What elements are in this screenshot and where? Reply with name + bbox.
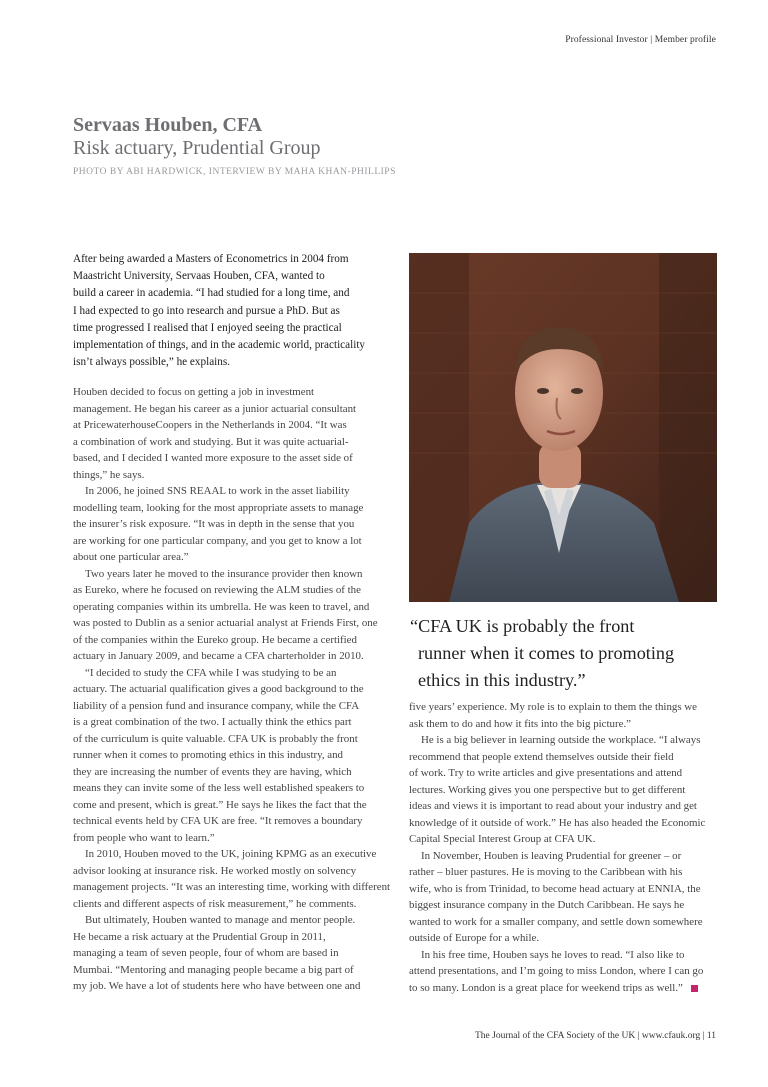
profile-role: Risk actuary, Prudential Group <box>73 137 321 159</box>
body-line: actuary in January 2009, and became a CFA charterholder in 2010. <box>73 650 364 662</box>
body-line: management. He began his career as a junior actuarial consultant <box>73 402 357 415</box>
intro-line: build a career in academia. “I had studied for a long time, and <box>73 287 350 300</box>
intro-line: time progressed I realised that I enjoyed seeing the practical <box>73 321 342 334</box>
intro-line: After being awarded a Masters of Econometrics in 2004 from <box>73 253 349 265</box>
left-column <box>73 384 391 995</box>
pull-quote <box>410 613 730 694</box>
body-line: outside of Europe for a while. <box>409 932 540 944</box>
body-line: Mumbai. “Mentoring and managing people became a big part of <box>73 963 354 976</box>
body-line: In 2010, Houben moved to the UK, joining KPMG as an executive <box>85 848 377 860</box>
pull-quote-line: runner when it comes to promoting <box>418 643 675 663</box>
body-line: In his free time, Houben says he loves to read. “I also like to <box>421 948 685 961</box>
body-line: managing a team of seven people, four of whom are based in <box>73 947 339 959</box>
pull-quote-line: ethics in this industry.” <box>418 670 586 690</box>
body-line: things,” he says. <box>73 468 145 481</box>
body-line: was posted to Dublin as a senior actuarial analyst at Friends First, one <box>73 617 378 629</box>
body-line: come and present, which is great.” He says he likes the fact that the <box>73 798 367 811</box>
body-line-last <box>409 980 719 997</box>
body-line: they are increasing the number of events they are having, which <box>73 765 352 778</box>
intro-line: isn’t always possible,” he explains. <box>73 356 231 369</box>
intro-line: implementation of things, and in the academic world, practicality <box>73 339 366 352</box>
body-line: lectures. Working gives you one perspective but to get different <box>409 783 686 796</box>
intro-line: Maastricht University, Servaas Houben, CFA, wanted to <box>73 270 325 283</box>
body-line: are working for one particular company, and you get to know a lot <box>73 534 362 547</box>
portrait-photo <box>409 253 717 602</box>
body-line: based, and I decided I wanted more exposure to the asset side of <box>73 452 353 464</box>
body-line: ask them to do and how it fits into the big picture.” <box>409 717 632 730</box>
body-line: actuary. The actuarial qualification gives a good background to the <box>73 683 364 695</box>
body-line: technical events held by CFA UK are free. “It removes a boundary <box>73 815 363 827</box>
intro-line: I had expected to go into research and pursue a PhD. But as <box>73 304 340 317</box>
body-line: five years’ experience. My role is to explain to them the things we <box>409 701 698 713</box>
body-line: of the curriculum is quite valuable. CFA UK is probably the front <box>73 732 358 745</box>
body-line: liability of a pension fund and insurance company, while the CFA <box>73 699 360 712</box>
body-line: ideas and views it is important to read about your industry and get <box>409 800 697 812</box>
body-line: wife, who is from Trinidad, to become head actuary at ENNIA, the <box>409 882 701 895</box>
body-line: of the companies within the Eureko group. He became a certified <box>73 633 357 646</box>
body-line: wanted to work for a smaller company, and settle down somewhere <box>409 915 703 928</box>
body-line: of work. Try to write articles and give presentations and attend <box>409 767 683 779</box>
body-line: But ultimately, Houben wanted to manage and mentor people. <box>85 914 356 926</box>
body-line: In November, Houben is leaving Prudential for greener – or <box>421 849 682 862</box>
page-footer: The Journal of the CFA Society of the UK | www.cfauk.org | 11 <box>475 1031 716 1041</box>
body-line: about one particular area.” <box>73 551 189 563</box>
body-line: Capital Special Interest Group at CFA UK. <box>409 833 596 845</box>
profile-name: Servaas Houben, CFA <box>73 114 263 136</box>
body-line: clients and different aspects of risk measurement,” he comments. <box>73 897 357 910</box>
body-line: He is a big believer in learning outside the workplace. “I always <box>421 734 701 746</box>
portrait-illustration <box>409 253 717 602</box>
body-line: modelling team, looking for the most appropriate assets to manage <box>73 501 364 514</box>
pull-quote-line: “CFA UK is probably the front <box>410 616 635 636</box>
body-line: runner when it comes to promoting ethics in this industry, and <box>73 749 344 761</box>
body-line: at PricewaterhouseCoopers in the Netherlands in 2004. “It was <box>73 419 347 431</box>
body-line: operating companies within its umbrella. He was keen to travel, and <box>73 600 370 613</box>
body-line: from people who want to learn.” <box>73 831 215 844</box>
title-block <box>73 114 396 177</box>
body-line: Houben decided to focus on getting a job in investment <box>73 386 315 398</box>
photo-credits: PHOTO BY ABI HARDWICK, INTERVIEW BY MAHA KHAN-PHILLIPS <box>73 167 396 177</box>
body-line: In 2006, he joined SNS REAAL to work in the asset liability <box>85 485 350 497</box>
body-line: biggest insurance company in the Dutch Caribbean. He says he <box>409 899 685 911</box>
body-line: as Eureko, where he focused on reviewing the ALM studies of the <box>73 584 361 596</box>
body-line: management projects. “It was an interesting time, working with different <box>73 881 391 893</box>
body-line: Two years later he moved to the insurance provider then known <box>85 567 363 580</box>
intro-paragraph <box>73 251 378 371</box>
body-line-text: to so many. London is a great place for weekend trips as well.” <box>409 981 683 994</box>
body-line: advisor looking at insurance risk. He worked mostly on solvency <box>73 864 357 877</box>
body-line: “I decided to study the CFA while I was studying to be an <box>85 666 337 679</box>
body-line: my job. We have a lot of students here who have between one and <box>73 980 361 992</box>
running-head: Professional Investor | Member profile <box>565 35 716 45</box>
body-line: a combination of work and studying. But it was quite actuarial- <box>73 435 349 448</box>
body-line: means they can invite some of the less well established speakers to <box>73 782 365 794</box>
end-mark-icon <box>691 985 698 992</box>
body-line: He became a risk actuary at the Prudential Group in 2011, <box>73 930 326 943</box>
body-line: attend presentations, and I’m going to miss London, where I can go <box>409 965 704 977</box>
body-line: knowledge of it outside of work.” He has also headed the Economic <box>409 816 706 829</box>
body-line: recommend that people extend themselves outside their field <box>409 750 674 763</box>
right-column <box>409 699 719 996</box>
body-line: the insurer’s risk exposure. “It was in depth in the sense that you <box>73 518 355 530</box>
body-line: is a great combination of the two. I actually think the ethics part <box>73 716 352 728</box>
body-line: rather – bluer pastures. He is moving to the Caribbean with his <box>409 866 683 878</box>
